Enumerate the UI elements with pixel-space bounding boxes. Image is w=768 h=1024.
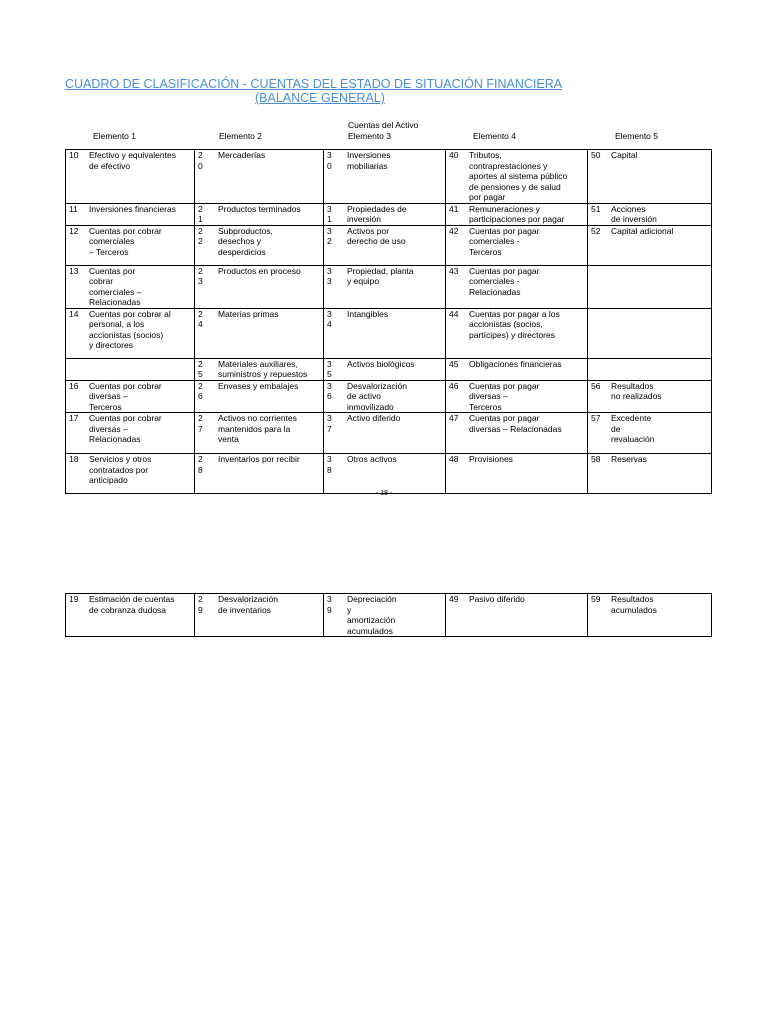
account-code: 19 (69, 594, 79, 604)
table-cell-elemento-5 (588, 594, 712, 637)
account-code: 2 6 (198, 380, 203, 401)
account-code: 41 (449, 203, 459, 214)
account-code: 42 (449, 225, 459, 236)
table-cell-elemento-4 (446, 594, 588, 637)
account-name: Desvalorización de inventarios (218, 594, 278, 615)
table-cell-elemento-4 (446, 203, 588, 225)
table-cell-elemento-2 (195, 358, 324, 380)
account-code: 3 7 (327, 413, 332, 434)
account-code: 2 8 (198, 454, 203, 475)
page-number: - 18 - (375, 490, 393, 497)
account-code: 13 (69, 265, 79, 276)
table-row (66, 413, 712, 454)
table-row (66, 225, 712, 265)
account-code: 3 0 (327, 150, 332, 171)
account-name: Cuentas por pagar diversas – Terceros (469, 380, 540, 412)
account-code: 50 (591, 150, 601, 160)
table-row (66, 150, 712, 204)
account-name: Subproductos, desechos y desperdicios (218, 225, 273, 257)
account-name: Activos biológicos (347, 358, 415, 369)
account-name: Resultados no realizados (611, 380, 662, 401)
account-code: 3 6 (327, 380, 332, 401)
account-code: 2 0 (198, 150, 203, 171)
account-name: Otros activos (347, 454, 397, 464)
account-code: 17 (69, 413, 79, 423)
account-name: Cuentas por pagar comerciales - Terceros (469, 225, 540, 257)
account-code: 59 (591, 594, 601, 604)
account-code: 2 4 (198, 308, 203, 329)
title-line-1: CUADRO DE CLASIFICACIÓN - CUENTAS DEL ESTADO DE SITUACIÓN FINANCIERA (65, 77, 563, 91)
account-name: Cuentas por pagar diversas – Relacionadas (469, 413, 562, 434)
account-code: 14 (69, 308, 79, 319)
table-cell-elemento-5 (588, 203, 712, 225)
account-name: Activos no corrientes mantenidos para la venta (218, 413, 297, 444)
header-elemento-2: Elemento 2 (219, 131, 262, 141)
account-name: Desvalorización de activo inmovilizado (347, 380, 407, 412)
table-cell-elemento-5 (588, 225, 712, 265)
table-cell-elemento-5 (588, 150, 712, 204)
table-cell-elemento-1 (66, 380, 195, 413)
table-row (66, 594, 712, 637)
account-name: Efectivo y equivalentes de efectivo (89, 150, 176, 171)
account-code: 2 7 (198, 413, 203, 434)
account-name: Cuentas por pagar comerciales - Relacionadas (469, 265, 540, 297)
account-code: 56 (591, 380, 601, 391)
account-name: Cuentas por cobrar comerciales – Terceros (89, 225, 162, 257)
account-name: Activo diferido (347, 413, 401, 423)
header-group-activo: Cuentas del Activo (348, 120, 419, 130)
account-code: 46 (449, 380, 459, 391)
account-name: Provisiones (469, 454, 513, 464)
table-cell-elemento-1 (66, 454, 195, 494)
account-name: Inversiones mobiliarias (347, 150, 391, 171)
table-cell-elemento-2 (195, 203, 324, 225)
header-elemento-3: Elemento 3 (348, 131, 391, 141)
table-cell-elemento-4 (446, 413, 588, 454)
account-name: Acciones de inversión (611, 203, 657, 224)
account-code: 44 (449, 308, 459, 319)
account-code: 49 (449, 594, 459, 604)
account-name: Inversiones financieras (89, 203, 176, 214)
account-name: Servicios y otros contratados por anticipado (89, 454, 152, 485)
account-name: Productos terminados (218, 203, 301, 214)
table-cell-elemento-5 (588, 454, 712, 494)
account-code: 10 (69, 150, 79, 160)
title-line-2: (BALANCE GENERAL) (255, 91, 385, 105)
table-cell-elemento-5 (588, 413, 712, 454)
table-cell-elemento-2 (195, 454, 324, 494)
account-name: Estimación de cuentas de cobranza dudosa (89, 594, 175, 615)
table-row (66, 203, 712, 225)
account-name: Mercaderías (218, 150, 266, 160)
account-name: Propiedad, planta y equipo (347, 265, 414, 286)
account-code: 18 (69, 454, 79, 464)
table-cell-elemento-1 (66, 265, 195, 308)
table-cell-elemento-3 (324, 265, 446, 308)
table-cell-elemento-3 (324, 594, 446, 637)
account-code: 57 (591, 413, 601, 423)
table-cell-elemento-4 (446, 380, 588, 413)
account-name: Envases y embalajes (218, 380, 299, 391)
table-cell-elemento-5 (588, 265, 712, 308)
header-elemento-4: Elemento 4 (473, 131, 516, 141)
account-code: 2 2 (198, 225, 203, 246)
table-cell-elemento-3 (324, 203, 446, 225)
account-code: 45 (449, 358, 459, 369)
account-name: Pasivo diferido (469, 594, 525, 604)
account-code: 12 (69, 225, 79, 236)
table-cell-elemento-2 (195, 225, 324, 265)
table-cell-elemento-3 (324, 225, 446, 265)
table-cell-elemento-2 (195, 594, 324, 637)
table-row (66, 454, 712, 494)
table-cell-elemento-4 (446, 265, 588, 308)
table-cell-elemento-1 (66, 203, 195, 225)
table-cell-elemento-3 (324, 380, 446, 413)
table-cell-elemento-1 (66, 413, 195, 454)
account-name: Cuentas por cobrar al personal, a los accionistas (socios) y directores (89, 308, 171, 350)
account-name: Cuentas por pagar a los accionistas (socios, partícipes) y directores (469, 308, 560, 340)
account-code: 48 (449, 454, 459, 464)
account-code: 11 (69, 203, 78, 214)
account-name: Depreciación y amortización acumulados (347, 594, 397, 636)
account-name: Cuentas por cobrar diversas – Relacionadas (89, 413, 162, 444)
table-cell-elemento-5 (588, 358, 712, 380)
account-name: Resultados acumulados (611, 594, 657, 615)
account-code: 3 3 (327, 265, 332, 286)
account-code: 3 2 (327, 225, 332, 246)
table-row (66, 265, 712, 308)
account-code: 16 (69, 380, 79, 391)
account-code: 2 9 (198, 594, 203, 615)
document-title (65, 77, 625, 105)
account-name: Tributos, contraprestaciones y aportes al sistema público de pensiones y de salud por pagar (469, 150, 568, 202)
account-code: 3 1 (327, 203, 332, 224)
account-code: 3 4 (327, 308, 332, 329)
table-cell-elemento-3 (324, 150, 446, 204)
table-cell-elemento-1 (66, 150, 195, 204)
account-code: 58 (591, 454, 601, 464)
table-cell-elemento-4 (446, 308, 588, 358)
account-code: 2 3 (198, 265, 203, 286)
table-cell-elemento-4 (446, 225, 588, 265)
table-cell-elemento-1 (66, 225, 195, 265)
account-name: Materiales auxiliares, suministros y repuestos (218, 358, 308, 379)
account-name: Capital (611, 150, 638, 160)
account-name: Obligaciones financieras (469, 358, 562, 369)
account-name: Propiedades de inversión (347, 203, 407, 224)
table-cell-elemento-2 (195, 413, 324, 454)
table-cell-elemento-3 (324, 358, 446, 380)
account-code: 3 8 (327, 454, 332, 475)
header-elemento-1: Elemento 1 (93, 131, 136, 141)
account-name: Materias primas (218, 308, 279, 319)
account-name: Cuentas por cobrar comerciales – Relacionadas (89, 265, 142, 307)
table-cell-elemento-3 (324, 454, 446, 494)
account-code: 3 9 (327, 594, 332, 615)
account-code: 47 (449, 413, 459, 423)
table-row (66, 358, 712, 380)
account-name: Remuneraciones y participaciones por pagar (469, 203, 565, 224)
accounts-table-continued (65, 593, 712, 637)
table-cell-elemento-2 (195, 265, 324, 308)
header-elemento-5: Elemento 5 (615, 131, 658, 141)
table-cell-elemento-4 (446, 358, 588, 380)
table-cell-elemento-1 (66, 358, 195, 380)
account-name: Capital adicional (611, 225, 674, 236)
table-row (66, 308, 712, 358)
table-cell-elemento-2 (195, 308, 324, 358)
table-cell-elemento-5 (588, 380, 712, 413)
account-name: Reservas (611, 454, 647, 464)
account-name: Productos en proceso (218, 265, 301, 276)
account-code: 52 (591, 225, 601, 236)
table-cell-elemento-1 (66, 594, 195, 637)
account-name: Cuentas por cobrar diversas – Terceros (89, 380, 162, 412)
account-code: 2 1 (198, 203, 203, 224)
table-row (66, 380, 712, 413)
table-cell-elemento-2 (195, 380, 324, 413)
account-name: Activos por derecho de uso (347, 225, 406, 246)
account-name: Inventarios por recibir (218, 454, 300, 464)
table-cell-elemento-4 (446, 150, 588, 204)
table-cell-elemento-4 (446, 454, 588, 494)
table-cell-elemento-5 (588, 308, 712, 358)
table-cell-elemento-1 (66, 308, 195, 358)
table-cell-elemento-3 (324, 413, 446, 454)
table-cell-elemento-3 (324, 308, 446, 358)
accounts-table (65, 149, 712, 494)
account-name: Excedente de revaluación (611, 413, 655, 444)
account-name: Intangibles (347, 308, 389, 319)
account-code: 40 (449, 150, 459, 160)
account-code: 2 5 (198, 358, 203, 379)
account-code: 43 (449, 265, 459, 276)
table-cell-elemento-2 (195, 150, 324, 204)
account-code: 3 5 (327, 358, 332, 379)
account-code: 51 (591, 203, 601, 214)
